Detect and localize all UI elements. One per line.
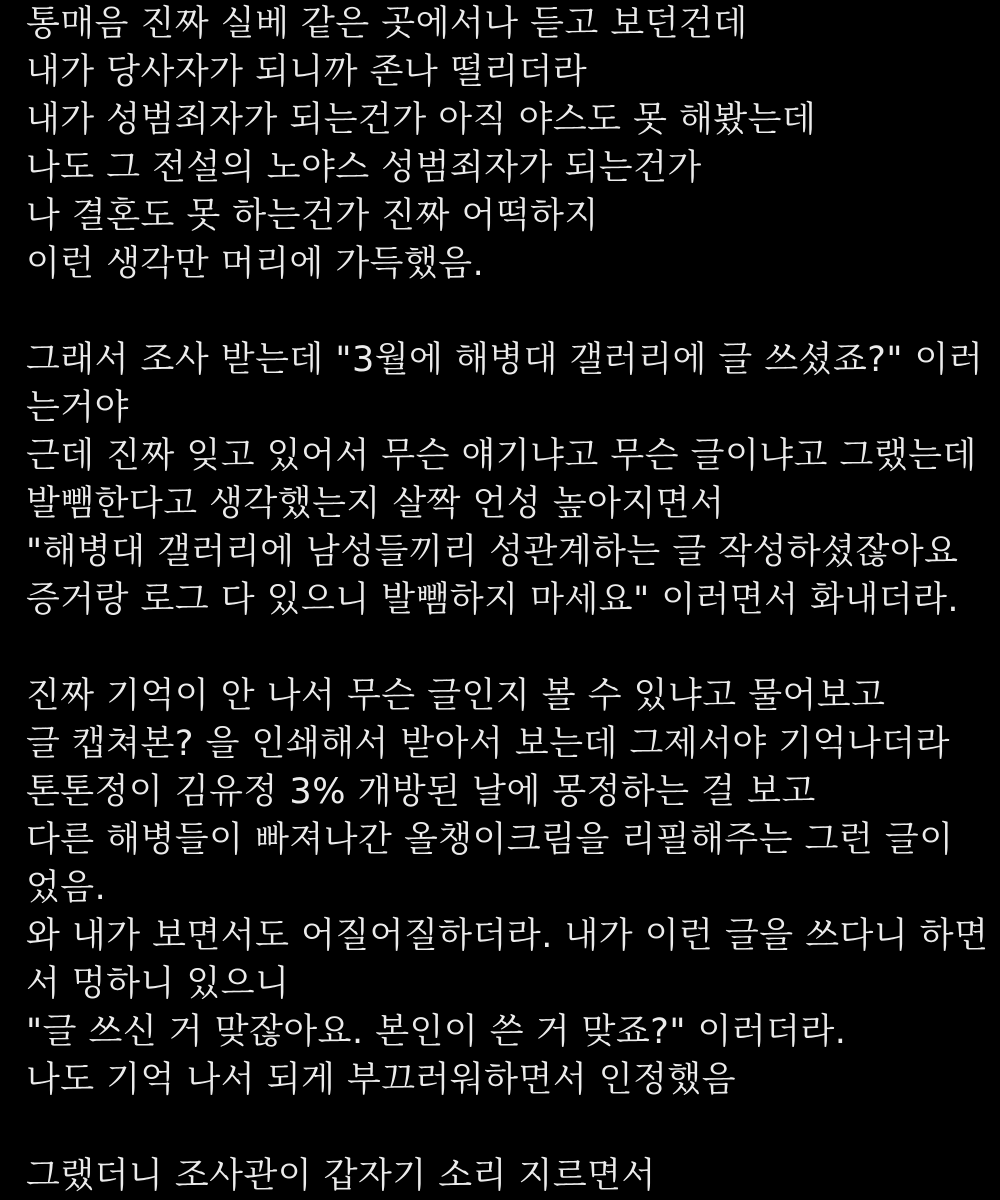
text-line: 내가 당사자가 되니까 존나 떨리더라: [26, 52, 588, 92]
paragraph-gap: [26, 1104, 996, 1152]
paragraph-gap: [26, 288, 996, 336]
text-line: "해병대 갤러리에 남성들끼리 성관계하는 글 작성하셨잖아요: [26, 532, 959, 572]
text-line: 그래서 조사 받는데 "3월에 해병대 갤러리에 글 쓰셨죠?" 이러: [26, 340, 984, 380]
text-line: 었음.: [26, 868, 107, 908]
text-line: 증거랑 로그 다 있으니 발뺌하지 마세요" 이러면서 화내더라.: [26, 580, 960, 620]
text-line: 그랬더니 조사관이 갑자기 소리 지르면서: [26, 1156, 656, 1196]
paragraph-gap: [26, 624, 996, 672]
text-line: "글 쓰신 거 맞잖아요. 본인이 쓴 거 맞죠?" 이러더라.: [26, 1012, 847, 1052]
text-line: 나 결혼도 못 하는건가 진짜 어떡하지: [26, 196, 599, 236]
text-line: 서 멍하니 있으니: [26, 964, 290, 1004]
text-line: 톤톤정이 김유정 3% 개방된 날에 몽정하는 걸 보고: [26, 772, 816, 812]
text-line: 발뺌한다고 생각했는지 살짝 언성 높아지면서: [26, 484, 725, 524]
text-line: 근데 진짜 잊고 있어서 무슨 얘기냐고 무슨 글이냐고 그랬는데: [26, 436, 977, 476]
text-line: 이런 생각만 머리에 가득했음.: [26, 244, 485, 284]
text-line: 나도 그 전설의 노야스 성범죄자가 되는건가: [26, 148, 702, 188]
post-text-body: [26, 0, 996, 1200]
text-line: 글 캡쳐본? 을 인쇄해서 받아서 보는데 그제서야 기억나더라: [26, 724, 950, 764]
text-line: 진짜 기억이 안 나서 무슨 글인지 볼 수 있냐고 물어보고: [26, 676, 886, 716]
text-line: 통매음 진짜 실베 같은 곳에서나 듣고 보던건데: [26, 4, 748, 44]
text-line: 내가 성범죄자가 되는건가 아직 야스도 못 해봤는데: [26, 100, 817, 140]
text-line: 는거야: [26, 388, 129, 428]
text-line: 와 내가 보면서도 어질어질하더라. 내가 이런 글을 쓰다니 하면: [26, 916, 989, 956]
text-line: 다른 해병들이 빠져나간 올챙이크림을 리필해주는 그런 글이: [26, 820, 954, 860]
text-line: 나도 기억 나서 되게 부끄러워하면서 인정했음: [26, 1060, 737, 1100]
